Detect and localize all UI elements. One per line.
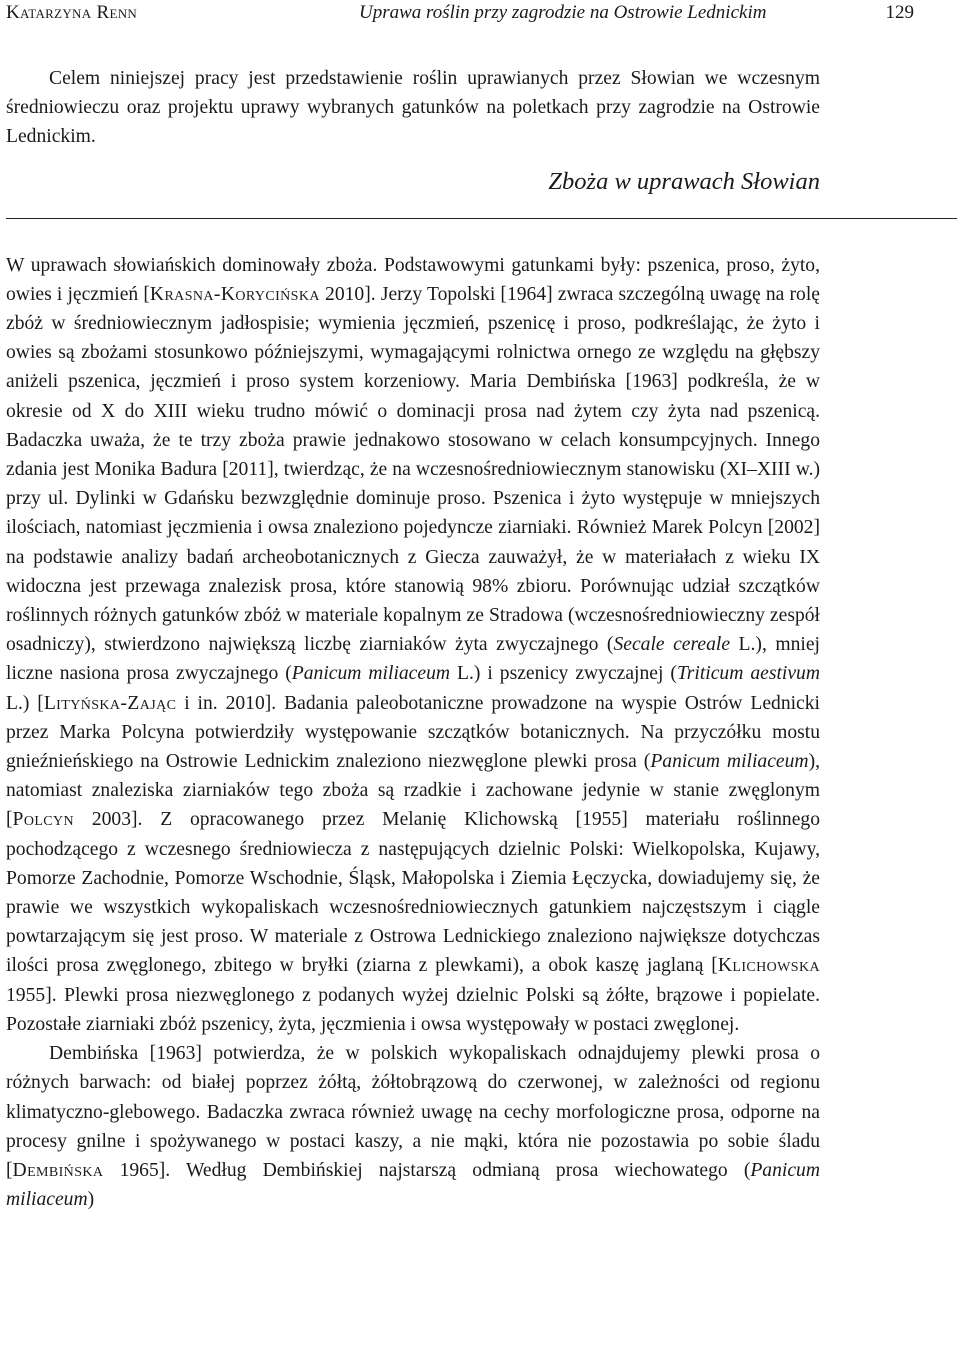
text-run: 2003]. Z opracowanego przez Melanię Klichowską [1955] materiału roślinnego pochodzącego z wczesnego średniowiecza z następujących dzielnic Polski: Wielkopolska, Kujawy, Pomorze Zachodnie, Pomorze Wschodnie, Śląsk, Małopolska i Ziemia Łęczycka, dowiadujemy się, że prawie we wszystkich wykopaliskach wczesnośredniowiecznych gatunkiem najczęstszym i ciągle powtarzającym się jest proso. W materiale z Ostrowa Lednickiego znaleziono największe dotychczas ilości prosa zwęglonego, zbitego w bryłki (ziarna z plewkami), a obok kaszę jaglaną [: [6, 809, 820, 977]
text-run: L.) i pszenicy zwyczajnej (: [450, 663, 677, 685]
text-run: L.), mniej liczne nasiona prosa zwyczajnego (: [6, 634, 820, 685]
paragraph-cereals: [6, 251, 820, 1039]
text-run: Dembińska [1963] potwierdza, że w polskich wykopaliskach odnajdujemy plewki prosa o różnych barwach: od białej poprzez żółtą, żółtobrązową do czerwonej, w zależności od regionu klimatyczno-glebowego. Badaczka zwraca również uwagę na cechy morfologiczne prosa, odporne na procesy gnilne i spożywanego w postaci kaszy, a nie mąki, która nie pozostawia po sobie śladu [: [6, 1043, 820, 1181]
species-name: Secale cereale: [613, 634, 731, 656]
citation-author: Klichowska: [717, 955, 820, 977]
running-header: [6, 0, 914, 26]
text-run: ), natomiast znaleziska ziarniaków tego zboża są rzadkie i zachowane jedynie w stanie zwęglonym [: [6, 751, 820, 831]
intro-paragraph: Celem niniejszej pracy jest przedstawienie roślin uprawianych przez Słowian we wczesnym średniowieczu oraz projektu uprawy wybranych gatunków na poletkach przy zagrodzie na Ostrowie Lednickim.: [6, 68, 820, 148]
article-body: [6, 64, 820, 1214]
text-run: i in. 2010]. Badania paleobotaniczne prowadzone na wyspie Ostrów Lednicki przez Marka Polcyna potwierdziły występowanie szczątków botanicznych. Na przyczółku mostu gnieźnieńskiego na Ostrowie Lednickim znaleziono niezwęglone plewki prosa (: [6, 692, 820, 773]
heading-rule: [6, 218, 957, 219]
citation-author: Lityńska-Zając: [43, 692, 177, 714]
text-run: W uprawach słowiańskich dominowały zboża. Podstawowymi gatunkami były: pszenica, proso, żyto, owies i jęczmień [: [6, 254, 820, 305]
text-run: 1965]. Według Dembińskiej najstarszą odmianą prosa wiechowatego (: [103, 1159, 751, 1181]
text-run: ): [87, 1189, 95, 1211]
citation-author: Dembińska: [12, 1159, 104, 1181]
header-author: Katarzyna Renn: [6, 2, 138, 23]
species-name: Triticum aestivum: [676, 663, 820, 685]
section-heading: Zboża w uprawach Słowian: [548, 167, 820, 195]
header-running-title: Uprawa roślin przy zagrodzie na Ostrowie Lednickim: [359, 2, 767, 23]
text-run: 2010]. Jerzy Topolski [1964] zwraca szczególną uwagę na rolę zbóż w średniowiecznym jadłospisie; wymienia jęczmień, pszenicę i proso, podkreślając, że żyto i owies są zbożami stosunkowo późniejszymi, wymagającymi rolnictwa ornego ze względu na głębszy aniżeli pszenica, jęczmień i proso system korzeniowy. Maria Dembińska [1963] podkreśla, że w okresie od X do XIII wieku trudno mówić o dominacji prosa nad żytem czy żyta nad pszenicą. Badaczka uważa, że te trzy zboża prawie jednakowo stosowano w celach konsumpcyjnych. Innego zdania jest Monika Badura [2011], twierdząc, że na wczesnośredniowiecznym stanowisku (XI–XIII w.) przy ul. Dylinki w Gdańsku bezwzględnie dominuje proso. Pszenica i żyto występuje w mniejszych ilościach, natomiast jęczmienia i owsa znaleziono pojedyncze ziarniaki. Również Marek Polcyn [2002] na podstawie analizy badań archeobotanicznych z Giecza zauważył, że w materiałach z wieku IX widoczna jest przewaga znalezisk prosa, które stanowią 98% zbioru. Porównując udział szczątków roślinnych różnych gatunków zbóż w materiale kopalnym ze Stradowa (wczesnośredniowieczny zespół osadniczy), stwierdzono największą liczbę ziarniaków żyta zwyczajnego (: [6, 283, 820, 656]
species-name: Panicum miliaceum: [650, 751, 809, 773]
section-heading-block: [6, 163, 820, 251]
citation-author: Krasna-Korycińska: [149, 283, 320, 305]
text-run: L.) [: [6, 692, 44, 714]
species-name: Panicum miliaceum: [6, 1159, 820, 1211]
page-number: 129: [885, 2, 914, 23]
species-name: Panicum miliaceum: [291, 663, 451, 685]
text-run: 1955]. Plewki prosa niezwęglonego z podanych wyżej dzielnic Polski są żółte, brązowe i popielate. Pozostałe ziarniaki zbóż pszenicy, żyta, jęczmienia i owsa występowały w postaci zwęglonej.: [6, 984, 820, 1035]
citation-author: Polcyn: [12, 809, 75, 831]
paragraph-dembinska: [6, 1039, 820, 1214]
